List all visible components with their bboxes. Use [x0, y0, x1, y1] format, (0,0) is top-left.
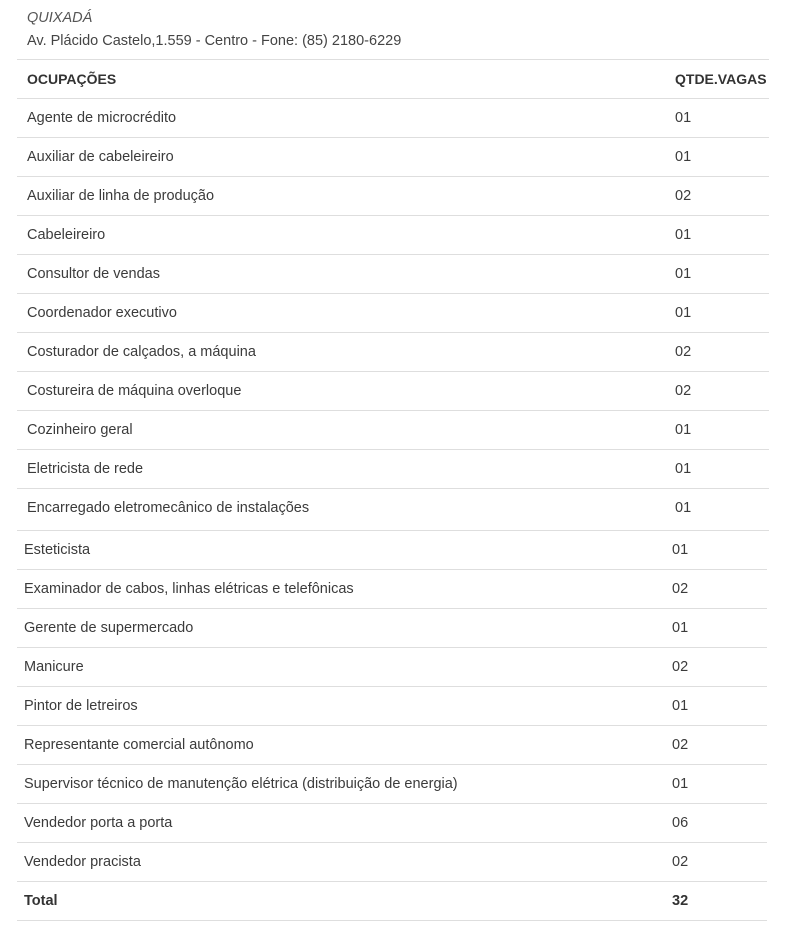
table-row	[17, 765, 767, 804]
quantity-cell: 02	[675, 383, 692, 399]
quantity-cell: 01	[672, 620, 689, 636]
occupation-cell: Pintor de letreiros	[24, 698, 138, 714]
occupation-cell: Cabeleireiro	[27, 227, 106, 243]
quantity-cell: 01	[675, 149, 692, 165]
table-row	[17, 333, 769, 372]
occupation-cell: Representante comercial autônomo	[24, 737, 254, 753]
table-row	[17, 489, 769, 531]
table-row	[17, 255, 769, 294]
table-row	[17, 843, 767, 882]
occupation-cell: Agente de microcrédito	[27, 110, 177, 126]
occupation-cell: Gerente de supermercado	[24, 620, 194, 636]
address-line: Av. Plácido Castelo,1.559 - Centro - Fone: (85) 2180-6229	[27, 33, 402, 49]
table-total-row	[17, 882, 767, 921]
table-row	[17, 216, 769, 255]
occupation-cell: Examinador de cabos, linhas elétricas e telefônicas	[24, 581, 354, 597]
occupation-cell: Supervisor técnico de manutenção elétrica (distribuição de energia)	[24, 776, 458, 792]
quantity-cell: 02	[675, 188, 692, 204]
quantity-cell: 02	[675, 344, 692, 360]
occupation-cell: Consultor de vendas	[27, 266, 160, 282]
table-row	[17, 570, 767, 609]
quantity-cell: 01	[675, 305, 692, 321]
occupation-cell: Auxiliar de cabeleireiro	[27, 149, 174, 165]
table-row	[17, 804, 767, 843]
quantity-cell: 01	[672, 542, 689, 558]
column-header-occupation: OCUPAÇÕES	[27, 71, 117, 87]
occupation-cell: Esteticista	[24, 542, 91, 558]
occupation-cell: Costurador de calçados, a máquina	[27, 344, 256, 360]
quantity-cell: 01	[675, 110, 692, 126]
table-row	[17, 138, 769, 177]
occupation-cell: Manicure	[24, 659, 84, 675]
quantity-cell: 01	[675, 461, 692, 477]
quantity-cell: 01	[675, 500, 692, 516]
quantity-cell: 02	[672, 659, 689, 675]
quantity-cell: 01	[672, 776, 689, 792]
total-label: Total	[24, 893, 58, 909]
occupation-cell: Vendedor porta a porta	[24, 815, 173, 831]
quantity-cell: 02	[672, 581, 689, 597]
column-header-quantity: QTDE.VAGAS	[675, 71, 767, 87]
table-row	[17, 687, 767, 726]
quantity-cell: 06	[672, 815, 689, 831]
city-name: QUIXADÁ	[27, 10, 93, 26]
occupation-cell: Eletricista de rede	[27, 461, 144, 477]
table-row	[17, 648, 767, 687]
occupation-cell: Costureira de máquina overloque	[27, 383, 242, 399]
quantity-cell: 02	[672, 737, 689, 753]
occupation-cell: Vendedor pracista	[24, 854, 141, 870]
quantity-cell: 01	[675, 266, 692, 282]
quantity-cell: 02	[672, 854, 689, 870]
quantity-cell: 01	[675, 422, 692, 438]
table-row	[17, 726, 767, 765]
table-row	[17, 294, 769, 333]
occupation-cell: Auxiliar de linha de produção	[27, 188, 215, 204]
table-row	[17, 531, 767, 570]
occupation-cell: Encarregado eletromecânico de instalações	[27, 500, 310, 516]
occupation-cell: Cozinheiro geral	[27, 422, 133, 438]
quantity-cell: 01	[672, 698, 689, 714]
table-row	[17, 411, 769, 450]
table-row	[17, 99, 769, 138]
quantity-cell: 01	[675, 227, 692, 243]
occupation-cell: Coordenador executivo	[27, 305, 177, 321]
table-header-row	[17, 60, 769, 99]
total-value: 32	[672, 893, 689, 909]
table-row	[17, 609, 767, 648]
table-row	[17, 450, 769, 489]
table-row	[17, 372, 769, 411]
table-row	[17, 177, 769, 216]
